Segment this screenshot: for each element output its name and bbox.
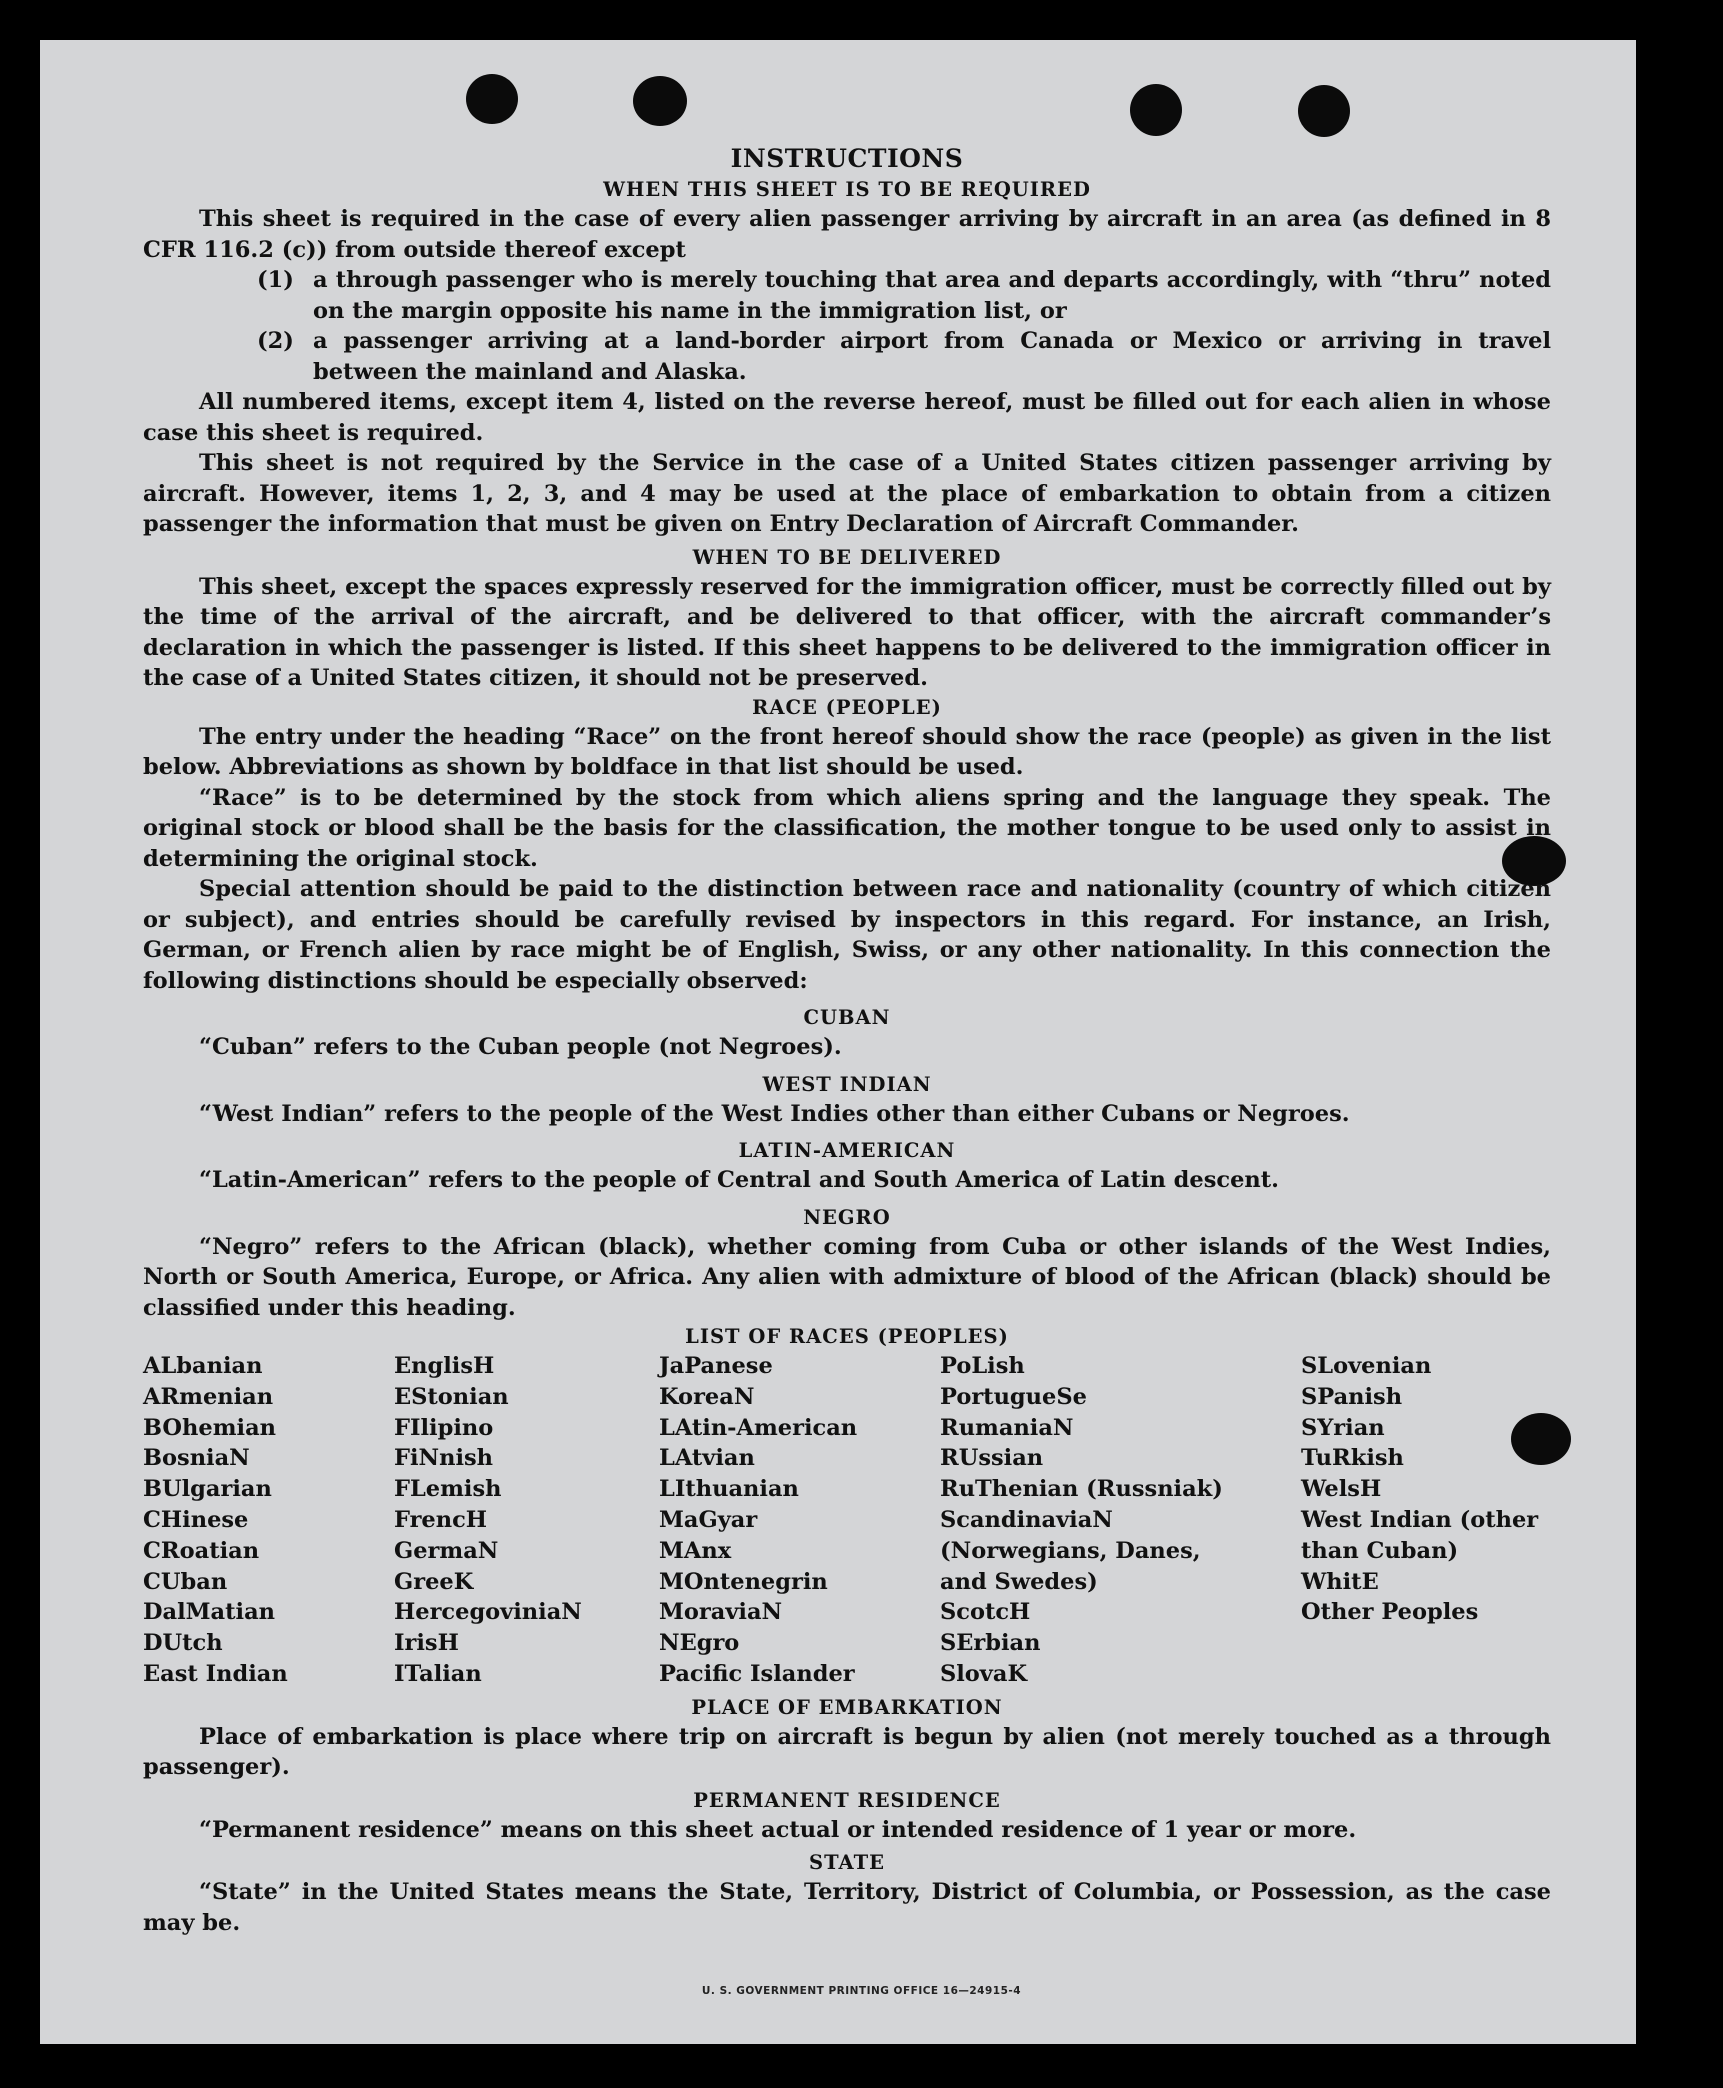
race-entry: LAtvian: [659, 1445, 755, 1472]
race-entry: LAtin-American: [659, 1414, 858, 1441]
race-entry: CUban: [143, 1568, 228, 1595]
race-column: [143, 1351, 394, 1690]
race-entry: CHinese: [143, 1506, 249, 1533]
paragraph: “Latin-American” refers to the people of Central and South America of Latin descent.: [199, 1167, 1279, 1193]
item-number: (2): [257, 328, 294, 354]
race-entry: LIthuanian: [659, 1476, 799, 1503]
paragraph: “Permanent residence” means on this sheet actual or intended residence of 1 year or more.: [199, 1816, 1357, 1843]
race-list: [143, 1351, 1551, 1690]
race-entry: KoreaN: [659, 1383, 755, 1410]
instructions-content: [143, 142, 1551, 1938]
race-entry: HercegoviniaN: [394, 1599, 582, 1626]
item-text: a passenger arriving at a land-border airport from Canada or Mexico or arriving in travel between the mainland and Alaska.: [313, 328, 1551, 385]
race-column: [394, 1351, 659, 1690]
section-heading: PERMANENT RESIDENCE: [693, 1788, 1001, 1812]
item-text: a through passenger who is merely touching that area and departs accordingly, with “thru” noted on the margin opposite his name in the immigration list, or: [313, 267, 1551, 324]
paragraph: Place of embarkation is place where trip on aircraft is begun by alien (not merely touched as a through passenger).: [143, 1723, 1551, 1781]
race-entry: SErbian: [940, 1630, 1041, 1657]
paragraph: This sheet is not required by the Service in the case of a United States citizen passenger arriving by aircraft. However, items 1, 2, 3, and 4 may be used at the place of embarkation to obtain from a citizen passenger the information that must be given on Entry Declaration of Aircraft Commander.: [143, 450, 1551, 537]
paragraph: “West Indian” refers to the people of the West Indies other than either Cubans or Negroes.: [199, 1100, 1350, 1127]
punch-hole: [466, 74, 518, 124]
race-entry: BOhemian: [143, 1414, 277, 1441]
race-entry: PoLish: [940, 1353, 1025, 1379]
paragraph: “Cuban” refers to the Cuban people (not Negroes).: [199, 1034, 842, 1060]
numbered-item: [143, 265, 1551, 326]
race-entry: BosniaN: [143, 1445, 250, 1472]
paragraph: This sheet, except the spaces expressly reserved for the immigration officer, must be correctly filled out by the time of the arrival of the aircraft, and be delivered to that officer, with the aircraft commander’s declaration in which the passenger is listed. If this sheet happens to be delivered to the immigration officer in the case of a United States citizen, it should not be preserved.: [143, 573, 1551, 691]
race-entry: DUtch: [143, 1630, 223, 1657]
paragraph: “State” in the United States means the State, Territory, District of Columbia, or Possession, as the case may be.: [143, 1879, 1551, 1936]
section-heading: PLACE OF EMBARKATION: [691, 1695, 1003, 1719]
numbered-item: [143, 326, 1551, 387]
paragraph: This sheet is required in the case of every alien passenger arriving by aircraft in an area (as defined in 8 CFR 116.2 (c)) from outside thereof except: [143, 206, 1551, 263]
race-entry: PortugueSe: [940, 1383, 1087, 1410]
race-entry: GermaN: [394, 1537, 499, 1564]
race-entry: WhitE: [1301, 1568, 1379, 1595]
race-column: [940, 1351, 1301, 1690]
race-entry: RuThenian (Russniak): [940, 1476, 1223, 1503]
race-entry: ARmenian: [143, 1383, 274, 1410]
race-entry: MOntenegrin: [659, 1568, 828, 1595]
race-entry: GreeK: [394, 1568, 474, 1595]
race-entry: FrencH: [394, 1506, 488, 1533]
race-entry: BUlgarian: [143, 1476, 272, 1503]
race-column: [659, 1351, 940, 1690]
race-entry: SLovenian: [1301, 1353, 1432, 1379]
section-heading: STATE: [809, 1851, 885, 1875]
race-entry: Pacific Islander: [659, 1660, 855, 1687]
race-entry: ITalian: [394, 1660, 482, 1687]
race-entry: WelsH: [1301, 1476, 1382, 1503]
section-heading: LATIN-AMERICAN: [738, 1139, 956, 1162]
race-column: [1301, 1351, 1551, 1690]
section-heading: RACE (PEOPLE): [752, 695, 942, 719]
race-entry: NEgro: [659, 1630, 740, 1657]
race-entry: JaPanese: [659, 1353, 773, 1379]
paragraph: “Negro” refers to the African (black), whether coming from Cuba or other islands of the West Indies, North or South America, Europe, or Africa. Any alien with admixture of blood of the African (black) should be classified under this heading.: [143, 1233, 1551, 1321]
page-title: INSTRUCTIONS: [730, 144, 964, 173]
section-heading: WEST INDIAN: [762, 1072, 932, 1096]
race-entry: SlovaK: [940, 1660, 1028, 1687]
race-entry: DalMatian: [143, 1599, 276, 1626]
section-heading: LIST OF RACES (PEOPLES): [685, 1325, 1009, 1348]
race-entry: ScotcH: [940, 1599, 1031, 1626]
section-heading: WHEN THIS SHEET IS TO BE REQUIRED: [603, 178, 1091, 201]
race-entry: West Indian (other than Cuban): [1301, 1506, 1539, 1564]
race-entry: FLemish: [394, 1476, 502, 1503]
section-heading: NEGRO: [803, 1205, 891, 1229]
section-heading: CUBAN: [803, 1006, 891, 1029]
race-entry: EnglisH: [394, 1353, 495, 1379]
item-number: (1): [257, 267, 294, 293]
race-entry: TuRkish: [1301, 1445, 1404, 1472]
paragraph: All numbered items, except item 4, listed on the reverse hereof, must be filled out for each alien in whose case this sheet is required.: [143, 389, 1551, 446]
paragraph: “Race” is to be determined by the stock from which aliens spring and the language they speak. The original stock or blood shall be the basis for the classification, the mother tongue to be used only to assist in determining the original stock.: [143, 784, 1551, 872]
race-entry: SYrian: [1301, 1414, 1385, 1441]
race-entry: FIlipino: [394, 1414, 494, 1441]
race-entry: SPanish: [1301, 1383, 1403, 1410]
race-entry: RumaniaN: [940, 1414, 1074, 1441]
race-entry: EStonian: [394, 1383, 509, 1410]
race-entry: FiNnish: [394, 1445, 494, 1472]
race-entry: ALbanian: [143, 1353, 263, 1379]
punch-hole: [1130, 84, 1182, 136]
paragraph: Special attention should be paid to the distinction between race and nationality (country of which citizen or subject), and entries should be carefully revised by inspectors in this regard. For instance, an Irish, German, or French alien by race might be of English, Swiss, or any other nationality. In this connection the following distinctions should be especially observed:: [143, 876, 1551, 994]
race-entry: MoraviaN: [659, 1599, 783, 1626]
race-entry: Other Peoples: [1301, 1599, 1479, 1626]
printer-imprint: U. S. GOVERNMENT PRINTING OFFICE 16—24915-4: [701, 1985, 1022, 1997]
race-entry: East Indian: [143, 1660, 288, 1687]
race-entry: CRoatian: [143, 1537, 260, 1564]
race-entry: MAnx: [659, 1537, 732, 1564]
race-entry: ScandinaviaN (Norwegians, Danes, and Swedes): [940, 1506, 1201, 1595]
punch-hole: [633, 76, 687, 126]
section-heading: WHEN TO BE DELIVERED: [692, 545, 1002, 569]
race-entry: IrisH: [394, 1630, 459, 1657]
punch-hole: [1298, 85, 1350, 137]
race-entry: RUssian: [940, 1445, 1044, 1472]
paragraph: The entry under the heading “Race” on the front hereof should show the race (people) as given in the list below. Abbreviations as shown by boldface in that list should be used.: [143, 723, 1551, 780]
race-entry: MaGyar: [659, 1506, 758, 1533]
